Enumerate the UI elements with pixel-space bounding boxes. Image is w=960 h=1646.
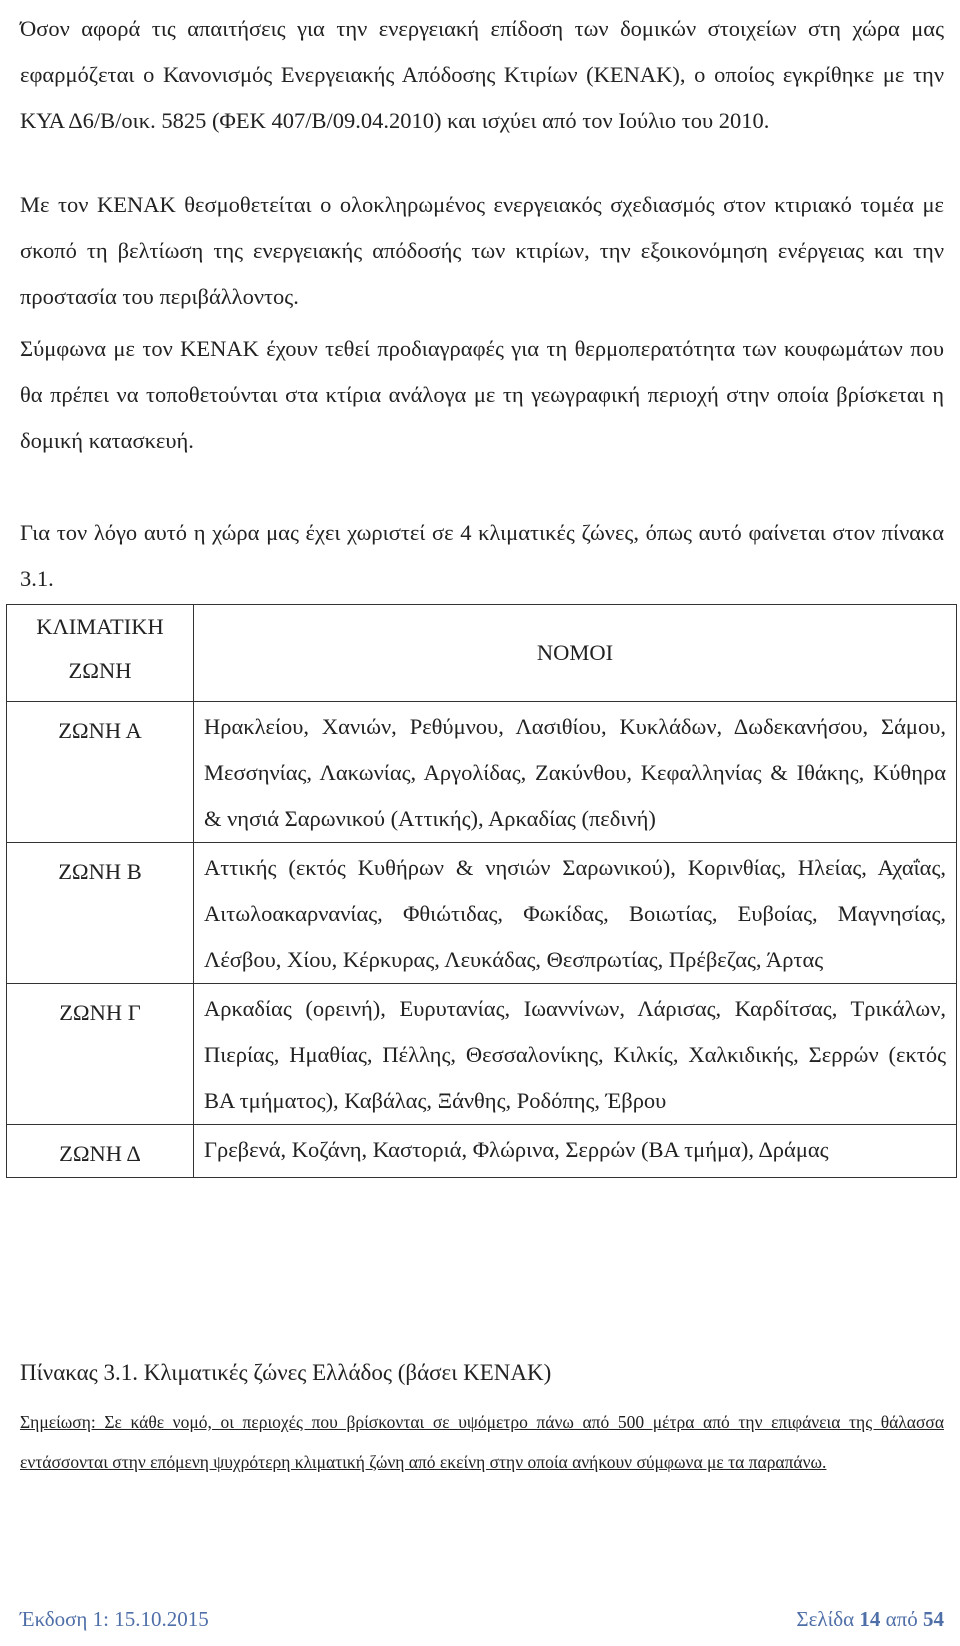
table-row bbox=[7, 702, 957, 843]
table-row bbox=[7, 984, 957, 1125]
footer-edition: Έκδοση 1: 15.10.2015 bbox=[20, 1607, 209, 1631]
paragraph-kenak-specs: Σύμφωνα με τον ΚΕΝΑΚ έχουν τεθεί προδιαγραφές για τη θερμοπερατότητα των κουφωμάτων που θα πρέπει να τοποθετούνται στα κτίρια ανάλογα με τη γεωγραφική περιοχή στην οποία βρίσκεται η δομική κατασκευή. bbox=[20, 336, 944, 453]
zone-name: ΖΩΝΗ Δ bbox=[59, 1141, 141, 1166]
prefectures-text: Γρεβενά, Κοζάνη, Καστοριά, Φλώρινα, Σερρών (ΒΑ τμήμα), Δράμας bbox=[204, 1137, 829, 1162]
zone-cell bbox=[7, 843, 194, 984]
zone-name: ΖΩΝΗ Α bbox=[58, 718, 142, 743]
paragraph-climate-zones-intro: Για τον λόγο αυτό η χώρα μας έχει χωριστεί σε 4 κλιματικές ζώνες, όπως αυτό φαίνεται στον πίνακα 3.1. bbox=[20, 520, 944, 591]
footer-of-word: από bbox=[885, 1607, 918, 1631]
prefectures-cell bbox=[194, 1125, 957, 1178]
footer-current-page: 14 bbox=[859, 1607, 881, 1631]
table-header-row bbox=[7, 605, 957, 702]
paragraph-kenak-design: Με τον ΚΕΝΑΚ θεσμοθετείται ο ολοκληρωμένος ενεργειακός σχεδιασμός στον κτιριακό τομέα με σκοπό τη βελτίωση της ενεργειακής απόδοσής των κτιρίων, την εξοικονόμηση ενέργειας και την προστασία του περιβάλλοντος. bbox=[20, 192, 944, 309]
header-prefectures: ΝΟΜΟΙ bbox=[194, 605, 957, 702]
prefectures-text: Ηρακλείου, Χανιών, Ρεθύμνου, Λασιθίου, Κυκλάδων, Δωδεκανήσου, Σάμου, Μεσσηνίας, Λακωνίας, Αργολίδας, Ζακύνθου, Κεφαλληνίας & Ιθάκης, Κύθηρα & νησιά Σαρωνικού (Αττικής), Αρκαδίας (πεδινή) bbox=[204, 714, 946, 831]
prefectures-text: Αττικής (εκτός Κυθήρων & νησιών Σαρωνικού), Κορινθίας, Ηλείας, Αχαΐας, Αιτωλοακαρνανίας, Φθιώτιδας, Φωκίδας, Βοιωτίας, Ευβοίας, Μαγνησίας, Λέσβου, Χίου, Κέρκυρας, Λευκάδας, Θεσπρωτίας, Πρέβεζας, Άρτας bbox=[204, 855, 946, 972]
paragraph-energy-requirements: Όσον αφορά τις απαιτήσεις για την ενεργειακή επίδοση των δομικών στοιχείων στη χώρα μας εφαρμόζεται ο Κανονισμός Ενεργειακής Απόδοσης Κτιρίων (ΚΕΝΑΚ), ο οποίος εγκρίθηκε με την ΚΥΑ Δ6/Β/οικ. 5825 (ΦΕΚ 407/Β/09.04.2010) και ισχύει από τον Ιούλιο του 2010. bbox=[20, 16, 944, 133]
climate-zones-table bbox=[6, 604, 957, 1178]
prefectures-text: Αρκαδίας (ορεινή), Ευρυτανίας, Ιωαννίνων, Λάρισας, Καρδίτσας, Τρικάλων, Πιερίας, Ημαθίας, Πέλλης, Θεσσαλονίκης, Κιλκίς, Χαλκιδικής, Σερρών (εκτός ΒΑ τμήματος), Καβάλας, Ξάνθης, Ροδόπης, Έβρου bbox=[204, 996, 946, 1113]
zone-cell bbox=[7, 702, 194, 843]
zone-name: ΖΩΝΗ Γ bbox=[59, 1000, 141, 1025]
prefectures-cell bbox=[194, 702, 957, 843]
footer-page-word: Σελίδα bbox=[796, 1607, 855, 1631]
table-caption: Πίνακας 3.1. Κλιματικές ζώνες Ελλάδος (βάσει ΚΕΝΑΚ) bbox=[20, 1360, 552, 1385]
zone-cell bbox=[7, 984, 194, 1125]
prefectures-cell bbox=[194, 984, 957, 1125]
header-zone-line2: ΖΩΝΗ bbox=[68, 658, 132, 683]
footer-total-pages: 54 bbox=[923, 1607, 944, 1631]
zone-name: ΖΩΝΗ Β bbox=[58, 859, 142, 884]
header-zone-line1: ΚΛΙΜΑΤΙΚΗ bbox=[36, 614, 164, 639]
footer-page-number bbox=[796, 1604, 944, 1634]
table-note: Σημείωση: Σε κάθε νομό, οι περιοχές που βρίσκονται σε υψόμετρο πάνω από 500 μέτρα από την επιφάνεια της θάλασσα εντάσσονται στην επόμενη ψυχρότερη κλιματική ζώνη από εκείνη στην οποία ανήκουν σύμφωνα με τα παραπάνω. bbox=[20, 1412, 944, 1472]
zone-cell bbox=[7, 1125, 194, 1178]
header-climate-zone bbox=[7, 605, 194, 702]
table-row bbox=[7, 1125, 957, 1178]
prefectures-cell bbox=[194, 843, 957, 984]
table-row bbox=[7, 843, 957, 984]
